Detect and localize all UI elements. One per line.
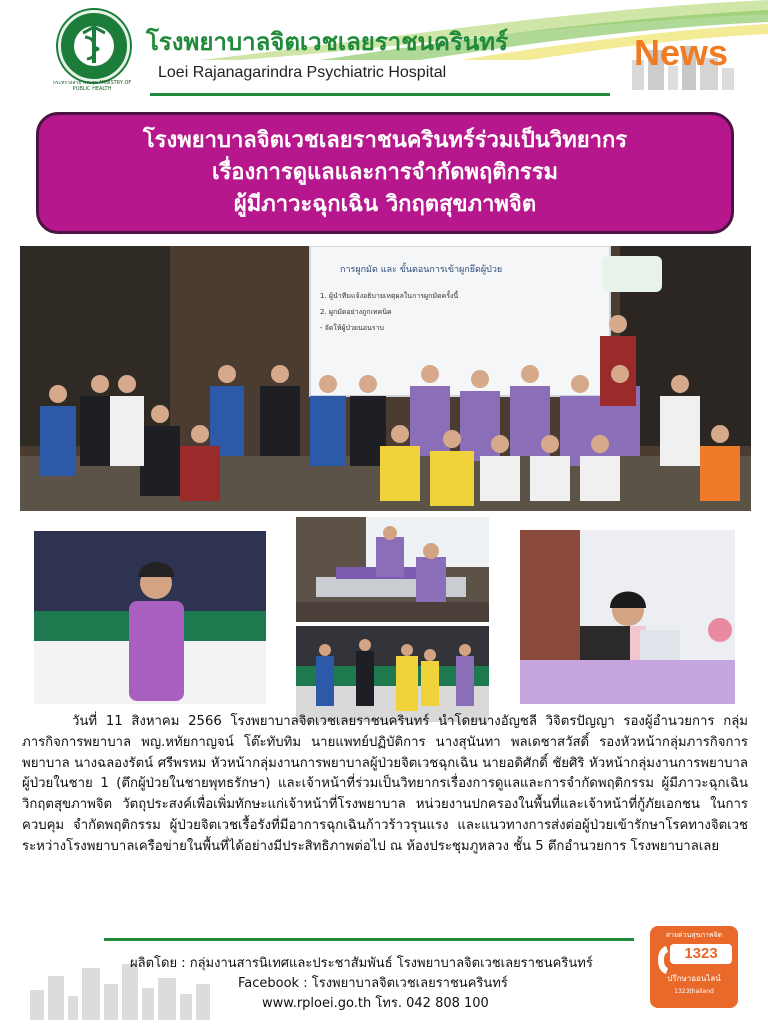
article-paragraph: วันที่ 11 สิงหาคม 2566 โรงพยาบาลจิตเวชเลยราชนครินทร์ นำโดยนางอัญชลี วิจิตรปัญญา รองผู้อำนวยการ กลุ่มภารกิจการพยาบาล พญ.หทัยกาญจน์ โต๊ะทับทิม นายแพทย์ปฏิบัติการ นางสุนันทา พลเดชาสวัสดิ์ รองหัวหน้ากลุ่มภารกิจการพยาบาล นางฉลองรัตน์ ศรีพรหม หัวหน้ากลุ่มงานการพยาบาลผู้ป่วยจิตเวชฉุกเฉิน นายอดิศักดิ์ ชัยศิริ หัวหน้ากลุ่มงานการพยาบาลผู้ป่วยในชาย 1 (ตึกผู้ป่วยในชายพุทธรักษา) และเจ้าหน้าที่ร่วมเป็นวิทยากรเรื่องการดูแลและการจำกัดพฤติกรรม ผู้มีภาวะฉุกเฉิน วิกฤตสุขภาพจิต วัตถุประสงค์เพื่อเพิ่มทักษะแก่เจ้าหน้าที่โรงพยาบาล หน่วยงานปกครองในพื้นที่และเจ้าหน้าที่กู้ภัยเอกชน ในการควบคุม จำกัดพฤติกรรม ผู้ป่วยจิตเวชเรื้อรังที่มีอาการฉุกเฉินก้าวร้าวรุนแรง และแนวทางการส่งต่อผู้ป่วยเข้ารักษาโรคทางจิตเวชระหว่างโรงพยาบาลเครือข่ายในพื้นที่ได้อย่างมีประสิทธิภาพต่อไป ณ ห้องประชุมภูหลวง ชั้น 5 ตึกอำนวยการ โรงพยาบาลเลย [22,714,748,854]
hotline-facebook: 1323thailand [674,988,714,995]
hotline-subtitle: ปรึกษาออนไลน์ [667,974,721,983]
footer-contact[interactable]: www.rploei.go.th โทร. 042 808 100 [262,996,489,1011]
ministry-logo [58,10,130,82]
presenter-photo-illustration [520,530,735,704]
group-photo [20,246,751,511]
headline-box [36,112,734,234]
demo-photo-rescue-illustration [296,626,489,722]
hospital-name-english: Loei Rajanagarindra Psychiatric Hospital [158,64,447,81]
speaker-photo-illustration [34,531,266,704]
slide-item-3: - จัดให้ผู้ป่วยนอนราบ [320,324,384,332]
slide-item-2: 2. ผูกมัดอย่างถูกเทคนิค [320,308,392,316]
headline-line-3: ผู้มีภาวะฉุกเฉิน วิกฤตสุขภาพจิต [233,192,537,217]
ministry-of-public-health-seal-icon [61,13,127,79]
footer-divider [104,938,634,941]
hospital-name-thai: โรงพยาบาลจิตเวชเลยราชนครินทร์ [146,28,508,56]
slide-item-1: 1. ผู้นำทีมแจ้งอธิบายเหตุผลในการผูกมัดครั้งนี้ [320,292,459,300]
presenter-photo [520,530,735,704]
demo-photo-rescue [296,626,489,722]
headline-line-1: โรงพยาบาลจิตเวชเลยราชนครินทร์ร่วมเป็นวิทยากร [142,128,628,153]
headline-line-2: เรื่องการดูแลและการจำกัดพฤติกรรม [211,160,559,185]
speaker-photo [34,531,266,704]
hotline-badge[interactable] [650,926,738,1008]
demo-photo-restraint-illustration [296,517,489,622]
slide-title: การผูกมัด และ ขั้นตอนการเข้าผูกยึดผู้ป่วย [340,265,503,275]
footer-producer: ผลิตโดย : กลุ่มงานสารนิเทศและประชาสัมพันธ์ โรงพยาบาลจิตเวชเลยราชนครินทร์ [130,956,593,971]
header-divider [150,93,610,96]
demo-photo-restraint [296,517,489,622]
hotline-number: 1323 [670,944,732,964]
article-body [22,712,748,858]
group-photo-illustration [20,246,751,511]
footer-facebook[interactable]: Facebook : โรงพยาบาลจิตเวชเลยราชนครินทร์ [238,976,508,991]
page-header [0,0,768,100]
hotline-title: สายด่วนสุขภาพจิต [665,931,723,939]
logo-caption: กระทรวงสาธารณสุข MINISTRY OF PUBLIC HEALTH [52,80,132,92]
news-label: News [634,32,729,73]
